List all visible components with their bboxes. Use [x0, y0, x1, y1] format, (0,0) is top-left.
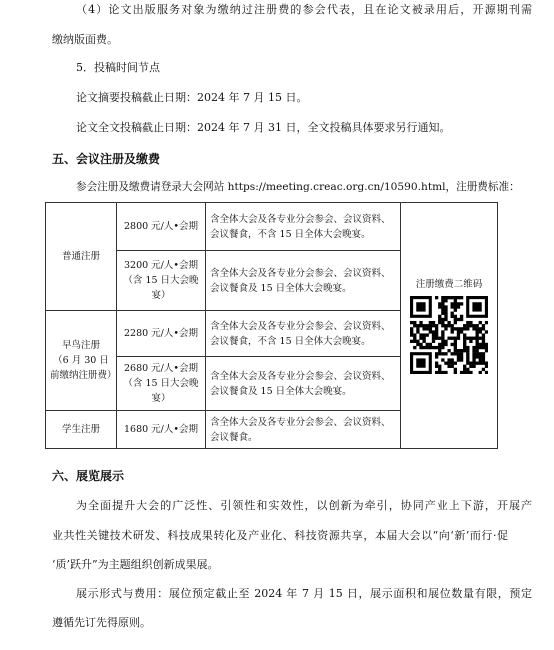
- fee-normal-2: [117, 251, 206, 311]
- desc-normal-1: 含全体大会及各专业分会参会、会议资料、会议餐食，不含 15 日全体大会晚宴。: [206, 203, 401, 251]
- exhibition-para2-line1: 展示形式与费用：展位预定截止至 2024 年 7 月 15 日，展示面积和展位数量有限，预定: [76, 587, 532, 600]
- section-heading-exhibition: 六、展览展示: [52, 469, 125, 483]
- qr-code-image: [410, 296, 488, 374]
- registration-intro: 参会注册及缴费请登录大会网站 https://meeting.creac.org.cn/10590.html，注册费标准：: [76, 181, 520, 193]
- fee-normal-1: 2800 元/人•会期: [117, 203, 206, 251]
- category-student: 学生注册: [46, 411, 117, 449]
- qr-cell: [401, 203, 498, 449]
- paper-publish-note-line2: 缴纳版面费。: [52, 33, 118, 46]
- exhibition-para1-line1: 为全面提升大会的广泛性、引领性和实效性，以创新为牵引，协同产业上下游，开展产: [76, 499, 532, 512]
- fee-student: 1680 元/人•会期: [117, 411, 206, 449]
- exhibition-para1-line2: 业共性关键技术研发、科技成果转化及产业化、科技资源共享，本届大会以“向‘新’而行·促: [52, 529, 508, 542]
- fulltext-deadline: 论文全文投稿截止日期：2024 年 7 月 31 日，全文投稿具体要求另行通知。: [76, 121, 451, 134]
- fee-early-1: 2280 元/人•会期: [117, 311, 206, 357]
- category-early: [46, 311, 117, 411]
- category-normal: 普通注册: [46, 203, 117, 311]
- category-early-title: 早鸟注册: [61, 340, 100, 351]
- exhibition-para1-line3: ‘质’跃升”为主题组织创新成果展。: [52, 558, 219, 571]
- qr-label: 注册缴费二维码: [415, 279, 483, 290]
- subheading-submission-timeline: 5．投稿时间节点: [76, 61, 160, 74]
- desc-normal-2: 含全体大会及各专业分会参会、会议资料、会议餐食及 15 日全体大会晚宴。: [206, 251, 401, 311]
- desc-early-1: 含全体大会及各专业分会参会、会议资料、会议餐食，不含 15 日全体大会晚宴。: [206, 311, 401, 357]
- fee-normal-2-note: （含 15 日大会晚宴）: [123, 275, 199, 301]
- section-heading-registration: 五、会议注册及缴费: [52, 152, 161, 166]
- paper-publish-note-line1: （4）论文出版服务对象为缴纳过注册费的参会代表，且在论文被录用后，开源期刊需: [76, 3, 532, 16]
- fee-normal-2-amount: 3200 元/人•会期: [123, 260, 198, 271]
- desc-early-2: 含全体大会及各专业分会参会、会议资料、会议餐食及 15 日全体大会晚宴。: [206, 357, 401, 411]
- registration-fee-table: [45, 202, 498, 449]
- fee-early-2-note: （含 15 日大会晚宴）: [123, 378, 199, 404]
- exhibition-para2-line2: 遵循先订先得原则。: [52, 616, 151, 629]
- desc-student: 含全体大会及各专业分会参会、会议资料、会议餐食。: [206, 411, 401, 449]
- table-row: [46, 203, 498, 251]
- fee-early-2: [117, 357, 206, 411]
- category-early-note: （6 月 30 日前缴纳注册费）: [50, 355, 117, 381]
- fee-early-2-amount: 2680 元/人•会期: [123, 363, 198, 374]
- abstract-deadline: 论文摘要投稿截止日期：2024 年 7 月 15 日。: [76, 91, 308, 104]
